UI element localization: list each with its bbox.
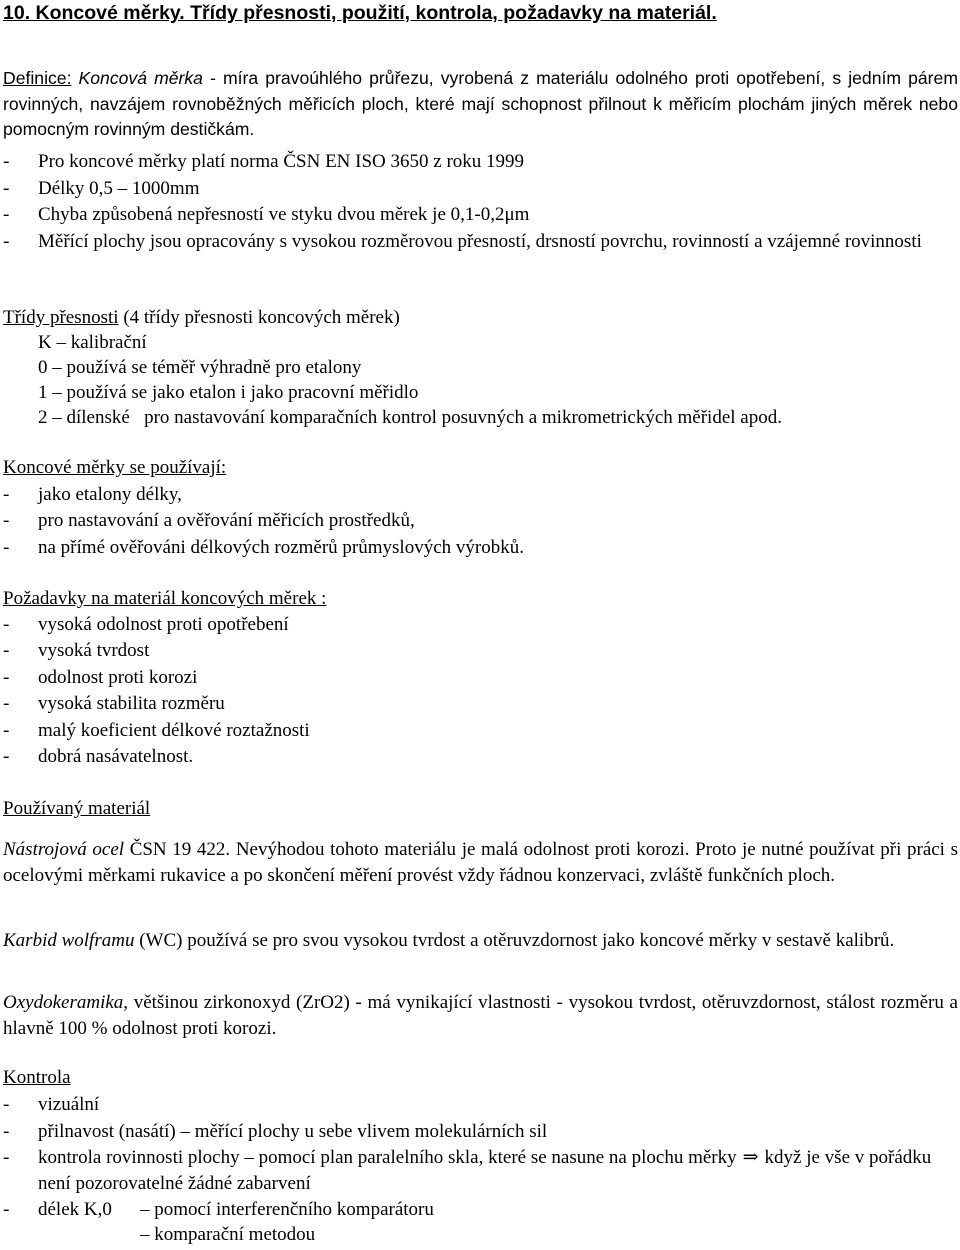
accuracy-class-item: 0 – používá se téměř výhradně pro etalony [38,357,362,378]
requirements-heading: Požadavky na materiál koncových měrek : [3,588,327,609]
carbide-text: (WC) používá se pro svou vysokou tvrdost a otěruvzdornost jako koncové měrky v sestavě kalibrů. [134,930,895,951]
bullet-dash: - [3,1094,10,1115]
requirement-item: vysoká tvrdost [38,640,150,661]
bullet-dash: - [3,614,10,635]
definition-term: Koncová měrka [78,68,203,88]
bullet-dash: - [3,1199,10,1220]
bullet-dash: - [3,178,10,199]
usage-item: pro nastavování a ověřování měřicích prostředků, [38,510,415,531]
implies-arrow-icon: ⇒ [742,1147,759,1168]
bullet-dash: - [3,204,10,225]
bullet-dash: - [3,484,10,505]
page-title: 10. Koncové měrky. Třídy přesnosti, použití, kontrola, požadavky na materiál. [3,2,717,24]
steel-text: ČSN 19 422. Nevýhodou tohoto materiálu je malá odolnost proti korozi. Proto je nutné používat při práci s ocelovými měrkami rukavice a po skončení měření provést vždy řádnou konzervaci, zvláště funkčních ploch. [3,839,958,886]
bullet-dash: - [3,231,10,252]
requirement-item: dobrá nasávatelnost. [38,746,194,767]
bullet-dash: - [3,640,10,661]
accuracy-class-item: 1 – používá se jako etalon i jako pracovní měřidlo [38,382,419,403]
control-heading: Kontrola [3,1067,71,1088]
bullet-dash: - [3,510,10,531]
usage-item: na přímé ověřováni délkových rozměrů průmyslových výrobků. [38,537,524,558]
control-length-label: délek K,0 [38,1199,112,1220]
steel-term: Nástrojová ocel [3,839,125,860]
usage-item: jako etalony délky, [38,484,182,505]
bullet-dash: - [3,1147,10,1168]
ceramic-paragraph [3,990,958,1042]
requirement-item: vysoká odolnost proti opotřebení [38,614,289,635]
accuracy-class-item: 2 – dílenské pro nastavování komparačních kontrol posuvných a mikrometrických měřidel apod. [38,407,782,428]
ceramic-text: , většinou zirkonoxyd (ZrO2) - má vynikající vlastnosti - vysokou tvrdost, otěruvzdornost, stálost rozměru a hlavně 100 % odolnost proti korozi. [3,992,958,1039]
requirement-item: odolnost proti korozi [38,667,198,688]
control-item: přilnavost (nasátí) – měřící plochy u sebe vlivem molekulárních sil [38,1121,548,1142]
steel-paragraph [3,837,958,889]
usage-heading: Koncové měrky se používají: [3,457,227,478]
bullet-dash: - [3,746,10,767]
definition-text: - míra pravoúhlého průřezu, vyrobená z materiálu odolného proti opotřebení, s jedním párem rovinných, navzájem rovnoběžných měřicích ploch, které mají schopnost přilnout k měřicím plochám jiných měrek nebo pomocným rovinným destičkám. [3,68,958,139]
control-item: vizuální [38,1094,100,1115]
bullet-dash: - [3,693,10,714]
control-length-method: – komparační metodou [140,1224,316,1245]
intro-bullet: Měřící plochy jsou opracovány s vysokou rozměrovou přesností, drsností povrchu, rovinností a vzájemné rovinnosti [38,231,922,252]
bullet-dash: - [3,151,10,172]
requirement-item: malý koeficient délkové roztažnosti [38,720,310,741]
definition-paragraph [3,66,958,143]
definition-label: Definice: [3,68,72,88]
accuracy-heading-line [3,305,400,331]
accuracy-heading: Třídy přesnosti [3,307,119,328]
carbide-term: Karbid wolframu [3,930,135,951]
bullet-dash: - [3,1121,10,1142]
control-length-method: – pomocí interferenčního komparátoru [140,1199,434,1220]
bullet-dash: - [3,537,10,558]
control-flatness-text: kontrola rovinnosti plochy – pomocí plan paralelního skla, které se nasune na plochu měrky [38,1147,737,1168]
accuracy-class-item: K – kalibrační [38,332,147,353]
bullet-dash: - [3,667,10,688]
intro-bullet: Délky 0,5 – 1000mm [38,178,200,199]
ceramic-term: Oxydokeramika [3,992,124,1013]
carbide-paragraph [3,928,958,954]
intro-bullet: Pro koncové měrky platí norma ČSN EN ISO 3650 z roku 1999 [38,151,525,172]
accuracy-heading-suffix: (4 třídy přesnosti koncových měrek) [118,307,400,328]
materials-heading: Používaný materiál [3,798,151,819]
control-item-flatness [38,1145,956,1197]
requirement-item: vysoká stabilita rozměru [38,693,225,714]
bullet-dash: - [3,720,10,741]
control-flatness-result: když je vše v pořádku není pozorovatelné žádné zabarvení [38,1147,932,1194]
intro-bullet: Chyba způsobená nepřesností ve styku dvou měrek je 0,1-0,2μm [38,204,530,225]
